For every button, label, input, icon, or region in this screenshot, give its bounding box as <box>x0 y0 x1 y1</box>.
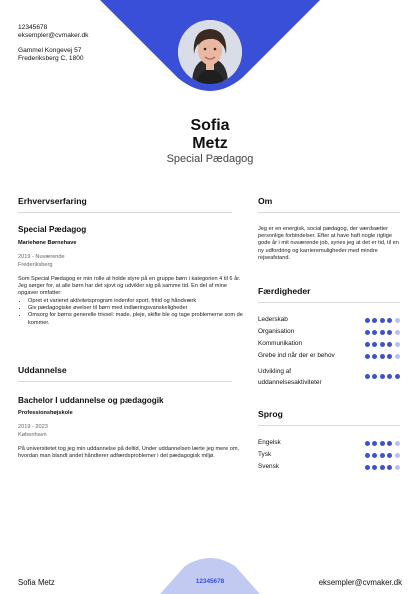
rating-dot-filled <box>380 318 385 323</box>
education-degree: Bachelor I uddannelse og pædagogik <box>18 396 164 405</box>
language-item <box>258 439 400 446</box>
avatar-illustration <box>178 20 242 84</box>
rating-dot-filled <box>380 465 385 470</box>
rating-dot-filled <box>380 330 385 335</box>
contact-address-line2: Frederiksberg C, 1800 <box>18 55 84 63</box>
skill-label: Organisation <box>258 328 295 335</box>
skill-label: Udvikling af uddannelsesaktiviteter <box>258 368 322 386</box>
skill-label: Grebe ind når der er behov <box>258 352 335 359</box>
experience-bullet: • Omsorg for børns generelle trivsel: made, pleje, skifte ble og tage problemerne som de kommer. <box>28 312 246 326</box>
experience-location: Frederiksberg <box>18 262 53 268</box>
about-text: Jeg er en energisk, social pædagog, der værdsætter personlige forbindelser. Efter at have haft nogle rigtige gode år i mit nuværende job, synes jeg at det er tid, til en ny udfordring og karrieremuligheder med mindre rejseafstand. <box>258 226 399 261</box>
rating-dot-empty <box>395 441 400 446</box>
skill-rating <box>362 342 400 349</box>
rating-dot-filled <box>380 342 385 347</box>
skill-label: Kommunikation <box>258 340 303 347</box>
language-rating <box>362 465 400 472</box>
skill-label: Lederskab <box>258 316 288 323</box>
rating-dot-empty <box>395 330 400 335</box>
rating-dot-filled <box>380 441 385 446</box>
language-label: Svensk <box>258 463 279 470</box>
rating-dot-filled <box>372 318 377 323</box>
rating-dot-filled <box>387 374 392 379</box>
experience-job-title: Special Pædagog <box>18 225 87 234</box>
contact-block <box>18 24 88 64</box>
experience-divider <box>18 212 232 213</box>
footer-phone: 12345678 <box>195 578 225 585</box>
contact-email: eksempler@cvmaker.dk <box>18 32 89 40</box>
rating-dot-filled <box>365 465 370 470</box>
skill-item <box>258 328 400 335</box>
rating-dot-filled <box>372 354 377 359</box>
rating-dot-filled <box>365 318 370 323</box>
profile-photo <box>178 20 242 84</box>
skills-heading: Færdigheder <box>258 286 311 296</box>
rating-dot-empty <box>395 318 400 323</box>
rating-dot-filled <box>365 453 370 458</box>
rating-dot-empty <box>395 342 400 347</box>
rating-dot-filled <box>387 318 392 323</box>
education-divider <box>18 381 232 382</box>
education-heading: Uddannelse <box>18 365 67 375</box>
language-rating <box>362 453 400 460</box>
experience-employer: Mariehøne Børnehave <box>18 240 77 246</box>
rating-dot-filled <box>365 441 370 446</box>
rating-dot-filled <box>365 354 370 359</box>
rating-dot-filled <box>387 465 392 470</box>
experience-bullets <box>18 298 246 327</box>
footer-email: eksempler@cvmaker.dk <box>318 578 402 587</box>
footer-name: Sofia Metz <box>18 578 55 587</box>
rating-dot-filled <box>380 354 385 359</box>
education-period: 2019 - 2023 <box>18 424 48 430</box>
language-rating <box>362 441 400 448</box>
experience-bullet: • Giv pædagogiske øvelser til børn med indlæringsvanskeligheder <box>28 305 246 312</box>
rating-dot-empty <box>395 465 400 470</box>
rating-dot-filled <box>387 441 392 446</box>
contact-address-line1: Gammel Kongevej 57 <box>18 46 82 54</box>
skill-item <box>258 340 400 347</box>
rating-dot-filled <box>372 342 377 347</box>
about-heading: Om <box>258 196 273 206</box>
skill-rating <box>362 318 400 325</box>
contact-phone: 12345678 <box>18 24 48 31</box>
rating-dot-filled <box>372 441 377 446</box>
language-item <box>258 463 400 470</box>
skill-rating <box>362 330 400 337</box>
about-divider <box>258 212 400 213</box>
skill-rating <box>362 374 400 381</box>
rating-dot-filled <box>387 354 392 359</box>
footer-accent-shape <box>0 556 420 594</box>
rating-dot-filled <box>380 453 385 458</box>
rating-dot-filled <box>365 330 370 335</box>
experience-bullet: • Opret et varieret aktivitetsprogram indenfor sport, fritid og håndværk <box>28 298 246 305</box>
rating-dot-filled <box>372 453 377 458</box>
skill-item <box>258 366 400 388</box>
language-label: Engelsk <box>258 439 281 446</box>
skill-item <box>258 352 400 359</box>
rating-dot-filled <box>380 374 385 379</box>
skill-rating <box>362 354 400 361</box>
rating-dot-filled <box>387 453 392 458</box>
rating-dot-filled <box>365 342 370 347</box>
education-location: København <box>18 432 47 438</box>
language-item <box>258 451 400 458</box>
experience-description: Som Special Pædagog er min rolle at holde styre på en gruppe børn i kategorien 4 til 6 år. Jeg sørger for, at alle børn har det sjovt og udvikler sig på samme tid. En del af mine opgaver omfatter: <box>18 276 241 297</box>
education-description: På universitetet tog jeg min uddannelse på deltid, Under uddannelsen lærte jeg mere om, hvordan man blandt andet håndterer adfærdsproblemer i det pædagogisk miljø. <box>18 446 240 460</box>
rating-dot-filled <box>387 330 392 335</box>
language-label: Tysk <box>258 451 272 458</box>
languages-divider <box>258 425 400 426</box>
rating-dot-filled <box>387 342 392 347</box>
skills-divider <box>258 302 400 303</box>
rating-dot-empty <box>395 354 400 359</box>
education-school: Professionshøjskole <box>18 410 73 416</box>
skill-item <box>258 316 400 323</box>
rating-dot-filled <box>395 374 400 379</box>
rating-dot-filled <box>372 374 377 379</box>
first-name: Sofia <box>190 117 230 134</box>
last-name: Metz <box>192 135 228 152</box>
job-title-header: Special Pædagog <box>166 153 254 165</box>
rating-dot-filled <box>372 465 377 470</box>
rating-dot-filled <box>365 374 370 379</box>
experience-period: 2019 - Nuværende <box>18 254 65 260</box>
rating-dot-filled <box>372 330 377 335</box>
rating-dot-empty <box>395 453 400 458</box>
languages-heading: Sprog <box>258 409 283 419</box>
experience-heading: Erhvervserfaring <box>18 196 87 206</box>
